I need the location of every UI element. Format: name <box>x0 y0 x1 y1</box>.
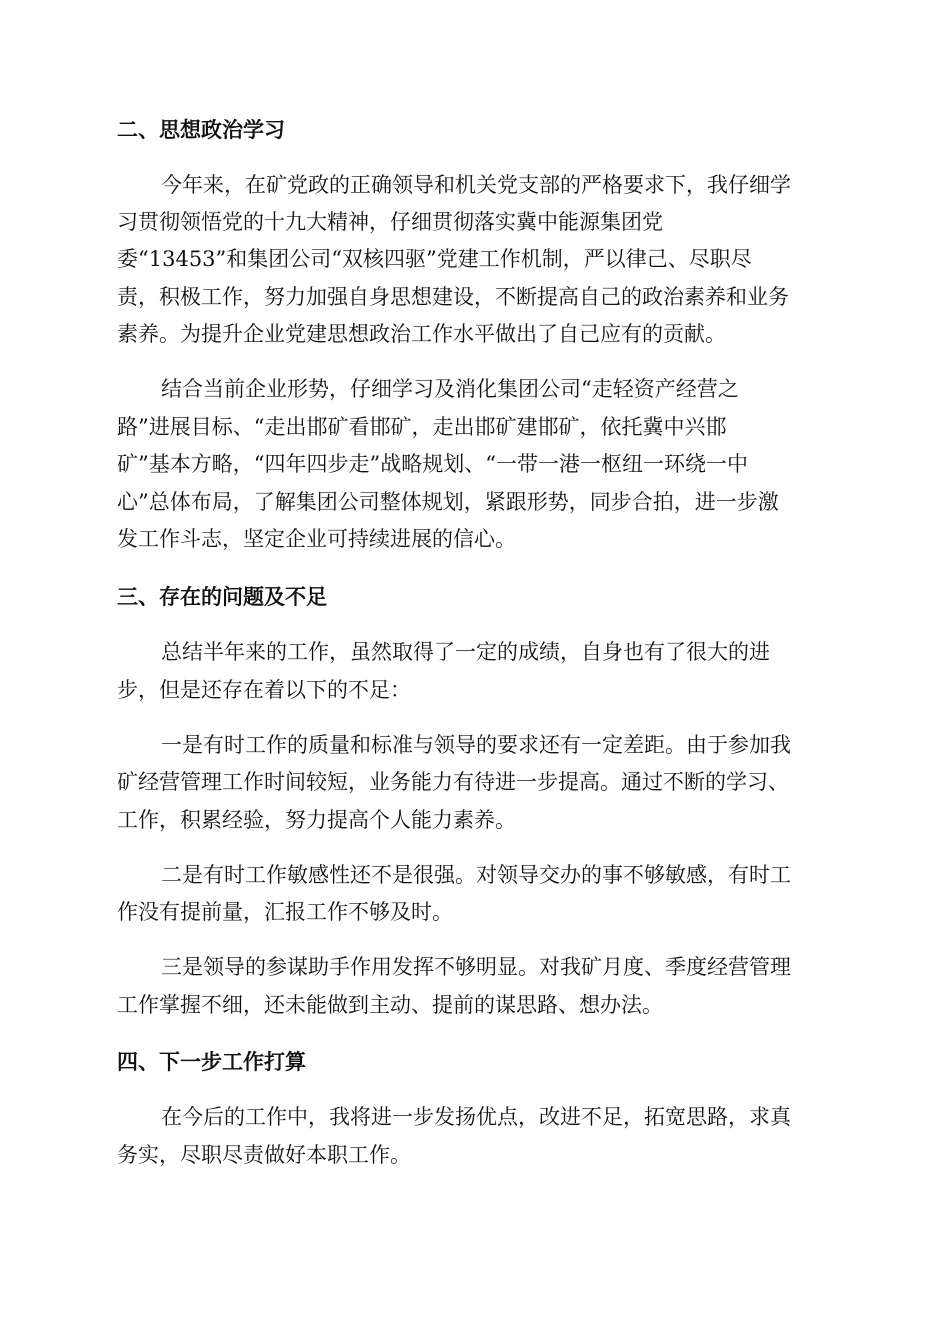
text-line: 路”进展目标、“走出邯矿看邯矿，走出邯矿建邯矿，依托冀中兴邯 <box>117 415 727 439</box>
text-line: 矿”基本方略，“四年四步走”战略规划、“一带一港一枢纽一环绕一中 <box>117 452 748 476</box>
text-line: 责，积极工作，努力加强自身思想建设，不断提高自己的政治素养和业务 <box>117 285 789 309</box>
text-line: 在今后的工作中，我将进一步发扬优点，改进不足，拓宽思路，求真 <box>161 1105 791 1129</box>
text-line: 务实，尽职尽责做好本职工作。 <box>117 1143 411 1167</box>
text-line: 委“13453”和集团公司“双核四驱”党建工作机制，严以律己、尽职尽 <box>117 247 752 271</box>
text-line: 二是有时工作敏感性还不是很强。对领导交办的事不够敏感，有时工 <box>161 863 791 887</box>
text-line: 作没有提前量，汇报工作不够及时。 <box>117 900 453 924</box>
text-line: 总结半年来的工作，虽然取得了一定的成绩，自身也有了很大的进 <box>161 640 770 664</box>
text-line: 习贯彻领悟党的十九大精神，仔细贯彻落实冀中能源集团党 <box>117 210 663 234</box>
text-line: 工作，积累经验，努力提高个人能力素养。 <box>117 808 516 832</box>
text-line: 发工作斗志，坚定企业可持续进展的信心。 <box>117 527 516 551</box>
section-heading-problems: 三、存在的问题及不足 <box>117 585 327 609</box>
text-line: 一是有时工作的质量和标准与领导的要求还有一定差距。由于参加我 <box>161 733 791 757</box>
text-line: 素养。为提升企业党建思想政治工作水平做出了自己应有的贡献。 <box>117 322 726 346</box>
text-line: 三是领导的参谋助手作用发挥不够明显。对我矿月度、季度经营管理 <box>161 955 791 979</box>
text-line: 心”总体布局，了解集团公司整体规划，紧跟形势，同步合拍，进一步激 <box>117 490 779 514</box>
text-line: 步，但是还存在着以下的不足： <box>117 678 411 702</box>
text-line: 矿经营管理工作时间较短，业务能力有待进一步提高。通过不断的学习、 <box>117 770 789 794</box>
text-line: 结合当前企业形势，仔细学习及消化集团公司“走轻资产经营之 <box>161 377 739 401</box>
section-heading-ideological-study: 二、思想政治学习 <box>117 118 285 142</box>
text-line: 今年来，在矿党政的正确领导和机关党支部的严格要求下，我仔细学 <box>161 173 791 197</box>
text-line: 工作掌握不细，还未能做到主动、提前的谋思路、想办法。 <box>117 993 663 1017</box>
section-heading-next-steps: 四、下一步工作打算 <box>117 1050 306 1074</box>
